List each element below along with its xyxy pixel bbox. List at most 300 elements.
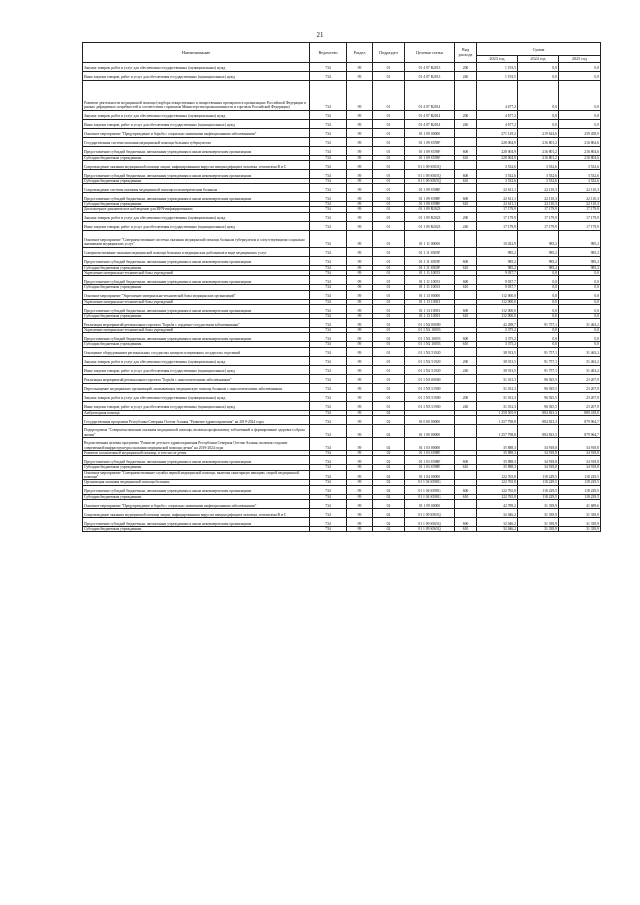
cell-2025: 22 110,3 (559, 202, 601, 207)
cell-vid: 240 (455, 71, 477, 80)
cell-2025: 118 229,5 (559, 485, 601, 494)
cell-2023: 3 532,6 (477, 178, 518, 183)
cell-2023: 228 004,9 (477, 146, 518, 155)
cell-podrazdel: 01 (373, 276, 405, 285)
cell-vid: 240 (455, 221, 477, 230)
cell-razdel: 09 (347, 247, 373, 256)
table-row (83, 146, 601, 155)
cell-name: Закупка товаров, работ и услуг для обеспечения государственных (муниципальных) нужд (83, 110, 310, 119)
table-row (83, 508, 601, 517)
cell-ved: 734 (310, 319, 347, 328)
cell-2025: 31 339,9 (559, 526, 601, 531)
cell-razdel: 09 (347, 285, 373, 290)
cell-podrazdel: 01 (373, 342, 405, 347)
cell-podrazdel: 02 (373, 456, 405, 465)
cell-celevaya: 01 0 00 00000 (405, 416, 455, 425)
cell-razdel: 09 (347, 212, 373, 221)
cell-celevaya: 01 4 07 R2014 (405, 119, 455, 128)
cell-vid: 610 (455, 155, 477, 160)
cell-razdel: 09 (347, 356, 373, 365)
cell-2025: 31 463,2 (559, 365, 601, 374)
cell-2025: 0,0 (559, 71, 601, 80)
cell-podrazdel: 01 (373, 128, 405, 137)
cell-podrazdel: 01 (373, 356, 405, 365)
header-celevaya: Целевая статья (405, 43, 455, 63)
cell-2025: 34 918,8 (559, 465, 601, 470)
cell-podrazdel: 02 (373, 410, 405, 415)
cell-celevaya: 01 1 11 10053 (405, 285, 455, 290)
cell-2023: 3 375,2 (477, 333, 518, 342)
cell-ved: 734 (310, 470, 347, 480)
cell-vid (455, 383, 477, 392)
cell-vid (455, 347, 477, 356)
cell-razdel: 09 (347, 374, 373, 383)
table-row (83, 416, 601, 425)
cell-ved: 734 (310, 392, 347, 401)
cell-podrazdel: 02 (373, 499, 405, 508)
cell-2023: 1 257 798,8 (477, 416, 518, 425)
cell-ved: 734 (310, 256, 347, 265)
table-row (83, 128, 601, 137)
cell-2023: 228 004,9 (477, 137, 518, 146)
cell-name: Амбулаторная помощь (83, 410, 310, 415)
cell-name: Иные закупки товаров, работ и услуг для обеспечения государственных (муниципальных) нужд (83, 221, 310, 230)
cell-2023: 38 913,5 (477, 347, 518, 356)
cell-razdel: 09 (347, 456, 373, 465)
cell-2023: 32 046,2 (477, 526, 518, 531)
cell-2025: 216 804,6 (559, 155, 601, 160)
cell-razdel: 09 (347, 155, 373, 160)
cell-celevaya: 01 4 07 R2013 (405, 62, 455, 71)
cell-name: Субсидии бюджетным учреждениям (83, 178, 310, 183)
cell-2024: 884 823,3 (518, 410, 559, 415)
cell-name: Развитие паллиативной медицинской помощи, в том числе детям (83, 451, 310, 456)
cell-podrazdel: 01 (373, 256, 405, 265)
cell-2023: 985,2 (477, 247, 518, 256)
table-row (83, 383, 601, 392)
cell-razdel: 09 (347, 333, 373, 342)
cell-vid: 200 (455, 392, 477, 401)
cell-celevaya: 01 1 13 10053 (405, 299, 455, 304)
cell-2024: 0,0 (518, 290, 559, 299)
header-summa: Сумма (477, 43, 601, 56)
header-name: Наименование (83, 43, 310, 63)
cell-2025: 0,0 (559, 328, 601, 333)
cell-podrazdel: 01 (373, 265, 405, 270)
cell-razdel: 09 (347, 290, 373, 299)
cell-name: Субсидии бюджетным учреждениям (83, 526, 310, 531)
cell-razdel: 09 (347, 304, 373, 313)
table-row (83, 401, 601, 410)
cell-razdel: 09 (347, 517, 373, 526)
cell-celevaya: 01 1 09 S559F (405, 137, 455, 146)
cell-name: Диспансерное динамическое наблюдение для ВИЧ-инфицированных (83, 207, 310, 212)
table-row (83, 119, 601, 128)
cell-vid: 610 (455, 342, 477, 347)
cell-razdel: 09 (347, 401, 373, 410)
cell-2025: 22 110,3 (559, 193, 601, 202)
cell-celevaya: 01 1 04 S598G (405, 494, 455, 499)
cell-2025: 0,0 (559, 290, 601, 299)
cell-ved: 734 (310, 193, 347, 202)
cell-2025: 239 458,9 (559, 128, 601, 137)
cell-ved: 734 (310, 347, 347, 356)
cell-2024: 216 801,2 (518, 146, 559, 155)
cell-ved: 734 (310, 425, 347, 438)
cell-2023: 9 037,7 (477, 276, 518, 285)
cell-2023: 35 888,3 (477, 438, 518, 451)
cell-vid: 200 (455, 62, 477, 71)
cell-2023: 42 789,2 (477, 499, 518, 508)
cell-vid (455, 438, 477, 451)
cell-2023: 122 765,8 (477, 480, 518, 485)
table-row (83, 499, 601, 508)
cell-name: Укрепление материально-технической базы учреждений (83, 299, 310, 304)
cell-vid: 600 (455, 485, 477, 494)
cell-name: Реализация мероприятий регионального проекта "Борьба с онкологическими заболеваниями" (83, 374, 310, 383)
cell-podrazdel: 01 (373, 304, 405, 313)
cell-vid (455, 80, 477, 110)
cell-2025: 34 918,8 (559, 456, 601, 465)
cell-razdel: 09 (347, 480, 373, 485)
cell-podrazdel: 01 (373, 290, 405, 299)
cell-2025: 23 207,9 (559, 383, 601, 392)
cell-celevaya: 01 1 09 S598F (405, 202, 455, 207)
cell-ved: 734 (310, 128, 347, 137)
cell-2024: 0,0 (518, 313, 559, 318)
cell-vid: 200 (455, 356, 477, 365)
cell-vid (455, 128, 477, 137)
cell-celevaya: 01 4 07 R2014 (405, 80, 455, 110)
cell-celevaya: 01 1 09 S598F (405, 193, 455, 202)
cell-razdel: 09 (347, 110, 373, 119)
cell-celevaya: 01 1 09 S565Q (405, 160, 455, 169)
cell-vid (455, 160, 477, 169)
cell-2024: 118 229,5 (518, 470, 559, 480)
cell-2024: 3 532,6 (518, 178, 559, 183)
cell-name: Субсидии бюджетным учреждениям (83, 465, 310, 470)
cell-podrazdel: 01 (373, 313, 405, 318)
table-body (83, 62, 601, 532)
cell-podrazdel: 02 (373, 480, 405, 485)
cell-ved: 734 (310, 137, 347, 146)
cell-vid: 240 (455, 365, 477, 374)
cell-2023: 112 000,0 (477, 299, 518, 304)
cell-name: Сопровождение системы оказания медицинской помощи психиатрическим больным (83, 184, 310, 193)
cell-ved: 734 (310, 212, 347, 221)
cell-2023: 22 611,1 (477, 202, 518, 207)
cell-podrazdel: 01 (373, 374, 405, 383)
table-row (83, 365, 601, 374)
cell-podrazdel: 02 (373, 470, 405, 480)
cell-2023: 9 037,7 (477, 270, 518, 275)
table-row (83, 256, 601, 265)
cell-vid: 610 (455, 202, 477, 207)
cell-razdel: 09 (347, 160, 373, 169)
cell-name: Государственная программа Республики Северная Осетия-Алания "Развитие здравоохранения" на 2019-2024 годы (83, 416, 310, 425)
cell-2025: 31 463,2 (559, 356, 601, 365)
cell-name: Укрепление материально-технической базы учреждений (83, 328, 310, 333)
cell-celevaya: 01 1 N3 51900 (405, 392, 455, 401)
table-row (83, 212, 601, 221)
table-row (83, 276, 601, 285)
cell-2024: 216 801,2 (518, 137, 559, 146)
cell-razdel: 09 (347, 526, 373, 531)
cell-celevaya: 01 1 11 S505F (405, 247, 455, 256)
table-row (83, 221, 601, 230)
cell-name: Основное мероприятие "Совершенствование системы оказания медицинской помощи больным туберкулезом и сопутствующими социально значимыми медицинских услуг" (83, 230, 310, 247)
cell-name: Субсидии бюджетным учреждениям (83, 265, 310, 270)
cell-2023: 112 000,0 (477, 304, 518, 313)
cell-celevaya: 01 4 07 R2014 (405, 110, 455, 119)
cell-ved: 734 (310, 342, 347, 347)
cell-2023: 1 193,5 (477, 62, 518, 71)
table-row (83, 169, 601, 178)
cell-2025: 879 964,7 (559, 416, 601, 425)
table-row (83, 230, 601, 247)
cell-podrazdel: 02 (373, 526, 405, 531)
cell-celevaya: 01 1 11 00000 (405, 230, 455, 247)
cell-podrazdel: 01 (373, 247, 405, 256)
cell-vid: 610 (455, 178, 477, 183)
cell-ved: 734 (310, 290, 347, 299)
cell-podrazdel: 02 (373, 451, 405, 456)
cell-2025: 3 532,6 (559, 160, 601, 169)
cell-2025: 22 110,3 (559, 184, 601, 193)
table-row (83, 526, 601, 531)
cell-podrazdel: 02 (373, 485, 405, 494)
cell-2025: 0,0 (559, 333, 601, 342)
cell-vid (455, 416, 477, 425)
cell-celevaya: 01 1 09 S565Q (405, 526, 455, 531)
table-row (83, 347, 601, 356)
cell-vid: 610 (455, 465, 477, 470)
cell-ved: 734 (310, 410, 347, 415)
cell-2023: 4 677,2 (477, 80, 518, 110)
cell-2023: 271 129,2 (477, 128, 518, 137)
header-2025: 2025 год (559, 56, 601, 63)
cell-razdel: 09 (347, 438, 373, 451)
cell-2025: 3 532,6 (559, 169, 601, 178)
cell-2023: 31 012,3 (477, 401, 518, 410)
cell-2025: 880 418,0 (559, 410, 601, 415)
table-row (83, 184, 601, 193)
cell-name: Развитие деятельности медицинской помощи (подбора лекарственных и лекарственных препаратов в организациях Российской Федерации в рамках дефицитных потребностей и соответствии с приказом Министерства промышленности и торговли Российской Федерации) (83, 80, 310, 110)
cell-ved: 734 (310, 276, 347, 285)
cell-ved: 734 (310, 508, 347, 517)
cell-podrazdel: 01 (373, 207, 405, 212)
cell-ved: 734 (310, 451, 347, 456)
cell-celevaya: 01 1 N2 00000 (405, 319, 455, 328)
cell-name: Оснащение оборудованием региональных сосудистых центров и первичных сосудистых отделений (83, 347, 310, 356)
cell-2025: 0,0 (559, 342, 601, 347)
cell-razdel: 09 (347, 193, 373, 202)
cell-razdel: 09 (347, 169, 373, 178)
table-row (83, 319, 601, 328)
cell-2024: 34 918,8 (518, 456, 559, 465)
cell-celevaya: 01 1 04 00000 (405, 470, 455, 480)
header-2024: 2024 год (518, 56, 559, 63)
cell-2025: 34 918,8 (559, 451, 601, 456)
cell-2025: 985,2 (559, 247, 601, 256)
cell-celevaya: 01 1 09 00000 (405, 128, 455, 137)
cell-2024: 118 229,5 (518, 480, 559, 485)
cell-2023: 3 532,6 (477, 169, 518, 178)
cell-2023: 32 046,2 (477, 517, 518, 526)
cell-ved: 734 (310, 119, 347, 128)
cell-ved: 734 (310, 169, 347, 178)
page-number: 21 (316, 31, 324, 39)
cell-2023: 1 193,5 (477, 71, 518, 80)
cell-name: Организация оказания медицинской помощи больным (83, 480, 310, 485)
cell-razdel: 09 (347, 451, 373, 456)
cell-2023: 31 012,3 (477, 374, 518, 383)
cell-celevaya: 01 1 13 00000 (405, 290, 455, 299)
cell-celevaya: 01 1 N2 10053 (405, 333, 455, 342)
cell-vid (455, 499, 477, 508)
cell-2023: 122 765,8 (477, 485, 518, 494)
cell-2024: 0,0 (518, 62, 559, 71)
cell-2023: 42 288,7 (477, 319, 518, 328)
header-podrazdel: Подраздел (373, 43, 405, 63)
cell-podrazdel: 01 (373, 230, 405, 247)
cell-celevaya: 01 1 N2 51920 (405, 356, 455, 365)
table-row (83, 304, 601, 313)
cell-podrazdel: 02 (373, 517, 405, 526)
cell-name: Предоставление субсидий бюджетным, автономным учреждениям и иным некоммерческим организациям (83, 304, 310, 313)
cell-razdel: 09 (347, 184, 373, 193)
cell-razdel: 09 (347, 146, 373, 155)
cell-ved: 734 (310, 356, 347, 365)
table-row (83, 425, 601, 438)
cell-celevaya: 01 1 04 S598G (405, 480, 455, 485)
cell-vid: 610 (455, 265, 477, 270)
cell-2023: 112 000,0 (477, 290, 518, 299)
cell-razdel: 09 (347, 128, 373, 137)
cell-celevaya: 01 1 09 S565Q (405, 169, 455, 178)
cell-podrazdel: 01 (373, 119, 405, 128)
cell-name: Субсидии бюджетным учреждениям (83, 285, 310, 290)
cell-ved: 734 (310, 494, 347, 499)
cell-podrazdel: 01 (373, 184, 405, 193)
table-row (83, 438, 601, 451)
cell-celevaya: 01 1 13 10053 (405, 313, 455, 318)
cell-2025: 0,0 (559, 285, 601, 290)
cell-ved: 734 (310, 178, 347, 183)
cell-2025: 17 179,9 (559, 221, 601, 230)
cell-2025: 31 463,2 (559, 347, 601, 356)
cell-ved: 734 (310, 221, 347, 230)
cell-podrazdel: 02 (373, 416, 405, 425)
cell-name: Основное мероприятие "Предупреждение и борьба с социально значимыми инфекционными заболеваниями" (83, 128, 310, 137)
cell-name: Предоставление субсидий бюджетным, автономным учреждениям и иным некоммерческим организациям (83, 333, 310, 342)
cell-vid: 240 (455, 401, 477, 410)
cell-2023: 31 012,3 (477, 392, 518, 401)
cell-2023: 38 913,5 (477, 356, 518, 365)
cell-razdel: 09 (347, 499, 373, 508)
cell-razdel: 09 (347, 71, 373, 80)
cell-podrazdel: 01 (373, 328, 405, 333)
header-ved: Ведомство (310, 43, 347, 63)
cell-2025: 0,0 (559, 110, 601, 119)
cell-vid: 600 (455, 456, 477, 465)
cell-razdel: 09 (347, 276, 373, 285)
cell-celevaya: 01 1 03 S598F (405, 465, 455, 470)
cell-celevaya: 01 1 03 S598F (405, 456, 455, 465)
cell-celevaya: 01 1 N2 10053 (405, 328, 455, 333)
cell-2024: 91 757,1 (518, 365, 559, 374)
cell-podrazdel: 01 (373, 160, 405, 169)
cell-name: Предоставление субсидий бюджетным, автономным учреждениям и иным некоммерческим организациям (83, 169, 310, 178)
cell-2023: 32 046,2 (477, 508, 518, 517)
cell-podrazdel: 02 (373, 494, 405, 499)
cell-razdel: 09 (347, 265, 373, 270)
cell-2023: 10 022,9 (477, 230, 518, 247)
cell-razdel: 09 (347, 392, 373, 401)
table-row (83, 485, 601, 494)
cell-2024: 216 801,2 (518, 155, 559, 160)
cell-ved: 734 (310, 71, 347, 80)
cell-razdel: 09 (347, 465, 373, 470)
cell-2024: 17 179,9 (518, 207, 559, 212)
table-row (83, 71, 601, 80)
cell-2025: 0,0 (559, 299, 601, 304)
cell-2025: 23 207,9 (559, 401, 601, 410)
cell-celevaya: 01 1 11 10053 (405, 276, 455, 285)
cell-name: Закупка товаров, работ и услуг для обеспечения государственных (муниципальных) нужд (83, 356, 310, 365)
cell-2023: 38 913,5 (477, 365, 518, 374)
cell-2024: 17 179,9 (518, 221, 559, 230)
cell-vid (455, 425, 477, 438)
cell-2024: 96 925,5 (518, 392, 559, 401)
cell-name: Иные закупки товаров, работ и услуг для обеспечения государственных (муниципальных) нужд (83, 401, 310, 410)
cell-razdel: 09 (347, 365, 373, 374)
cell-2025: 17 179,9 (559, 207, 601, 212)
cell-ved: 734 (310, 146, 347, 155)
cell-vid: 610 (455, 313, 477, 318)
cell-2024: 0,0 (518, 342, 559, 347)
cell-2024: 22 110,3 (518, 193, 559, 202)
cell-2023: 31 012,3 (477, 383, 518, 392)
cell-podrazdel: 01 (373, 270, 405, 275)
cell-vid (455, 137, 477, 146)
cell-podrazdel: 02 (373, 425, 405, 438)
cell-celevaya: 01 1 09 S565Q (405, 508, 455, 517)
cell-ved: 734 (310, 160, 347, 169)
table-row (83, 62, 601, 71)
cell-2024: 884 823,3 (518, 416, 559, 425)
cell-razdel: 09 (347, 80, 373, 110)
cell-celevaya: 01 1 N3 51900 (405, 401, 455, 410)
cell-2024: 219 624,6 (518, 128, 559, 137)
table-row (83, 356, 601, 365)
cell-razdel: 09 (347, 485, 373, 494)
cell-2023: 22 611,1 (477, 193, 518, 202)
cell-podrazdel: 01 (373, 110, 405, 119)
cell-2024: 0,0 (518, 110, 559, 119)
cell-2024: 0,0 (518, 119, 559, 128)
cell-2024: 34 918,8 (518, 451, 559, 456)
cell-name: Укрепление материально-технической базы учреждений (83, 270, 310, 275)
cell-2025: 34 918,8 (559, 438, 601, 451)
cell-name: Реализация мероприятий регионального проекта "Борьба с сердечно-сосудистыми заболеваниями" (83, 319, 310, 328)
cell-podrazdel: 01 (373, 202, 405, 207)
cell-2025: 118 229,5 (559, 470, 601, 480)
cell-ved: 734 (310, 265, 347, 270)
cell-2024: 0,0 (518, 285, 559, 290)
cell-2023: 122 765,8 (477, 494, 518, 499)
cell-2023: 4 677,2 (477, 119, 518, 128)
